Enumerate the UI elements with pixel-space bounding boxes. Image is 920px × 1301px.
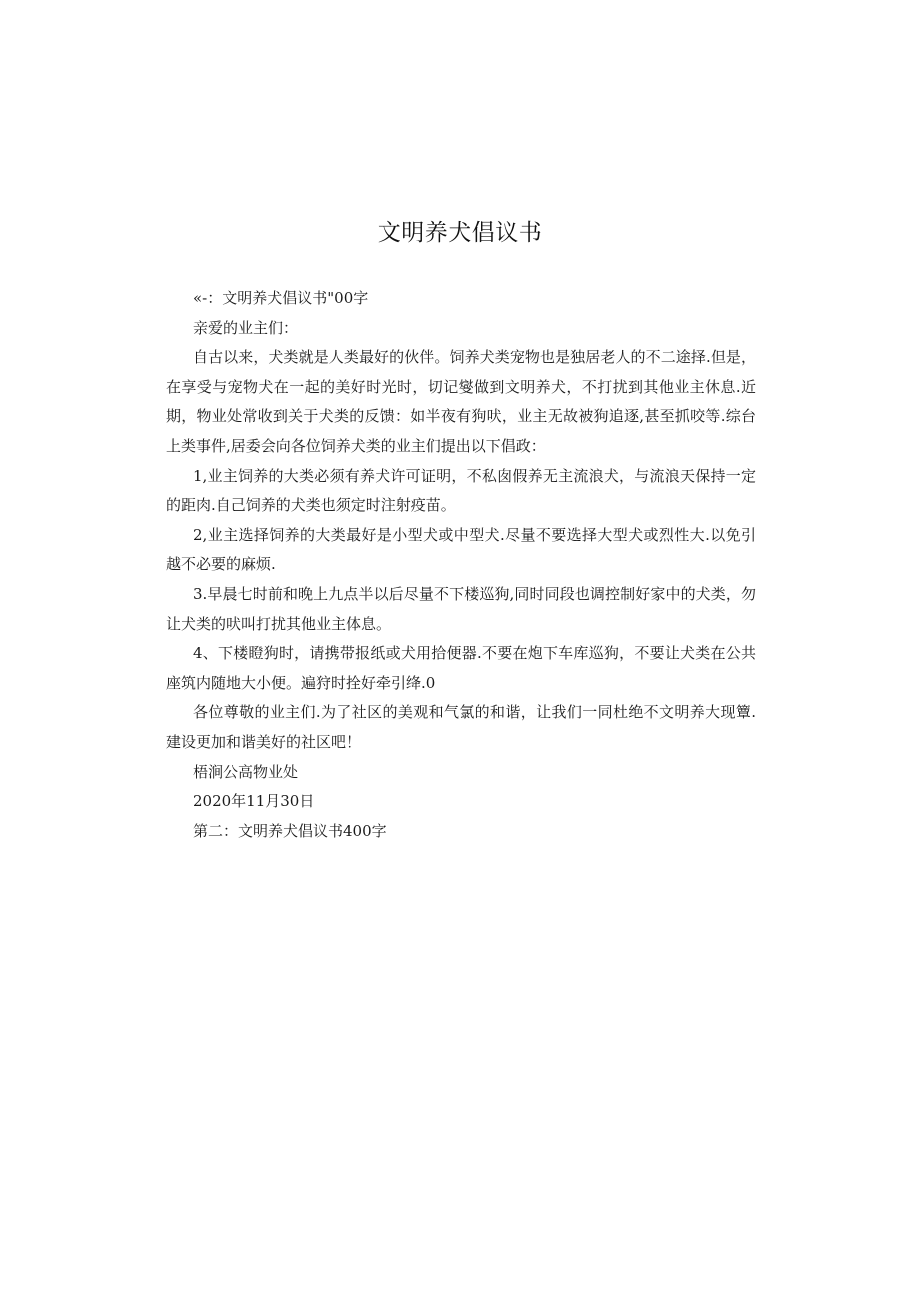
paragraph-item-3: 3.早晨七时前和晚上九点半以后尽量不下楼巡狗,同时同段也调控制好家中的犬类，勿让犬类的吠叫打扰其他业主体息。 — [166, 584, 756, 633]
paragraph-item-1: 1,业主饲养的大类必须有养犬许可证明，不私囱假养无主流浪犬，与流浪天保持一定的距肉.自己饲养的犬类也须定时注射疫苗。 — [166, 466, 756, 515]
signature: 梧涧公高物业处 — [193, 762, 299, 781]
date: 2020年11月30日 — [193, 792, 315, 811]
paragraph-item-2: 2,业主选择饲养的大类最好是小型犬或中型犬.尽量不要选择大型犬或烈性大.以免引越不必要的麻烦. — [166, 525, 756, 574]
paragraph-intro: 自古以来，犬类就是人类最好的伙伴。饲养犬类宠物也是独居老人的不二途择.但是，在享受与宠物犬在一起的美好时光时，切记燮做到文明养犬，不打扰到其他业主休息.近期，物业处常收到关于犬类的反馈：如半夜有狗吠，业主无故被狗追逐,甚至抓咬等.综台上类事件,居委会向各位饲养犬类的业主们提出以下倡政： — [166, 348, 756, 455]
next-section-heading: 第二：文明养犬倡议书400字 — [193, 821, 387, 840]
document-body — [166, 284, 756, 846]
salutation: 亲爱的业主们： — [193, 318, 299, 337]
paragraph-item-4: 4、下楼瞪狗时，请携带报纸或犬用拾便器.不要在炮下车库巡狗，不要让犬类在公共座筑内随地大小便。遍狩时拴好牵引绛.0 — [166, 644, 756, 692]
subheading: «-：文明养犬倡议书"00字 — [193, 289, 369, 307]
paragraph-closing: 各位尊敬的业主们.为了社区的美观和气氯的和谐，让我们一同杜绝不文明养大现簟.建设更加和谐美好的社区吧！ — [166, 703, 756, 751]
document-title: 文明养犬倡议书 — [377, 220, 543, 246]
